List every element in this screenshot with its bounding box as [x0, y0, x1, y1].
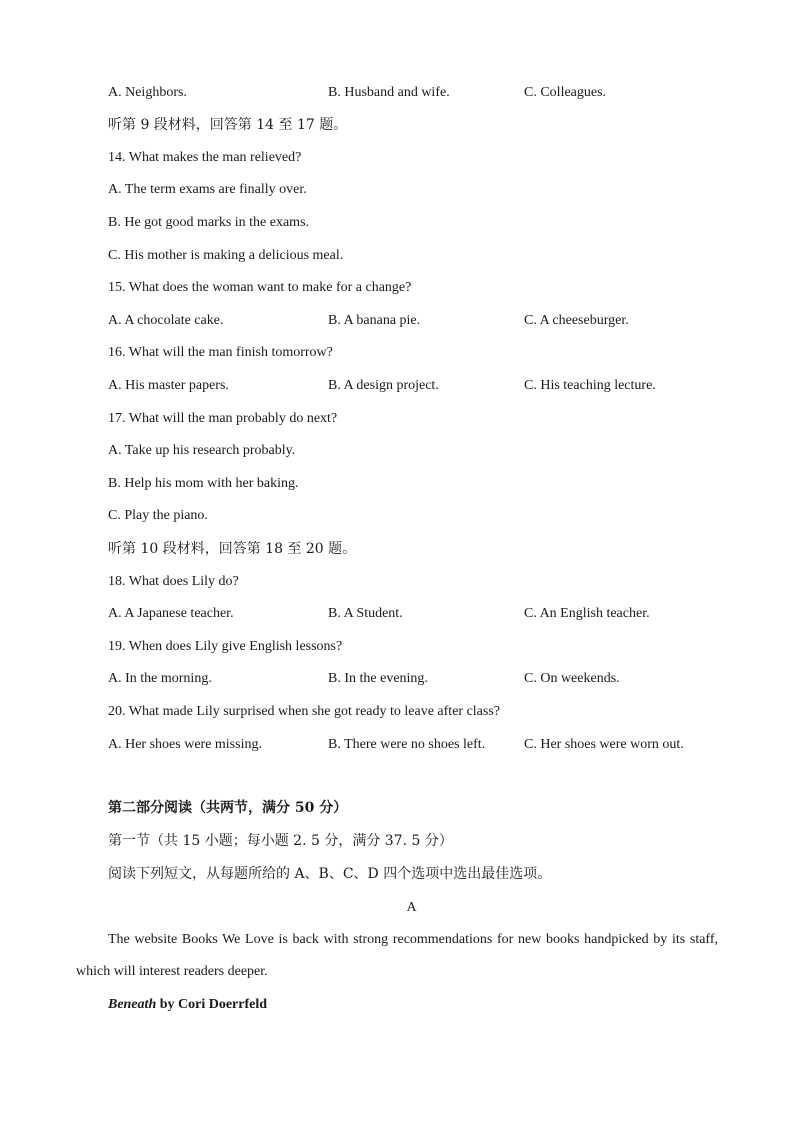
q17-option-b: B. Help his mom with her baking. [108, 476, 299, 491]
passage-intro: The website Books We Love is back with strong recommendations for new books handpicked by its staff, which will interest readers deeper. [76, 932, 718, 979]
q16-option-a: A. His master papers. [108, 378, 229, 393]
book-author: by Cori Doerrfeld [156, 997, 268, 1012]
q19-option-b: B. In the evening. [328, 671, 428, 686]
q15-option-b: B. A banana pie. [328, 313, 421, 328]
q14-option-c: C. His mother is making a delicious meal. [108, 248, 344, 263]
reading-instruction: 阅读下列短文，从每题所给的 A、B、C、D 四个选项中选出最佳选项。 [108, 866, 552, 882]
section-9-header: 听第 9 段材料，回答第 14 至 17 题。 [108, 117, 348, 133]
q14-option-a: A. The term exams are finally over. [108, 182, 307, 197]
q16-option-c: C. His teaching lecture. [524, 378, 656, 393]
book-title: Beneath [108, 997, 157, 1012]
q15-option-c: C. A cheeseburger. [524, 313, 629, 328]
q14-question: 14. What makes the man relieved? [108, 150, 302, 165]
q15-question: 15. What does the woman want to make for a change? [108, 280, 412, 295]
q17-option-a: A. Take up his research probably. [108, 443, 296, 458]
q13-option-c: C. Colleagues. [524, 85, 607, 100]
q17-question: 17. What will the man probably do next? [108, 411, 338, 426]
q15-option-a: A. A chocolate cake. [108, 313, 224, 328]
book-heading [108, 996, 267, 1014]
q20-option-a: A. Her shoes were missing. [108, 737, 262, 752]
q20-option-c: C. Her shoes were worn out. [524, 737, 684, 752]
q16-question: 16. What will the man finish tomorrow? [108, 345, 333, 360]
q18-option-a: A. A Japanese teacher. [108, 606, 234, 621]
q19-option-a: A. In the morning. [108, 671, 212, 686]
q20-option-b: B. There were no shoes left. [328, 737, 486, 752]
section-1-header: 第一节（共 15 小题；每小题 2. 5 分，满分 37. 5 分） [108, 833, 453, 849]
q20-question: 20. What made Lily surprised when she got ready to leave after class? [108, 704, 500, 719]
q18-option-c: C. An English teacher. [524, 606, 650, 621]
q13-option-a: A. Neighbors. [108, 85, 187, 100]
q19-question: 19. When does Lily give English lessons? [108, 639, 343, 654]
part-2-header: 第二部分阅读（共两节，满分 50 分） [108, 800, 348, 816]
q13-option-b: B. Husband and wife. [328, 85, 450, 100]
q19-option-c: C. On weekends. [524, 671, 620, 686]
q18-question: 18. What does Lily do? [108, 574, 239, 589]
q16-option-b: B. A design project. [328, 378, 439, 393]
q14-option-b: B. He got good marks in the exams. [108, 215, 310, 230]
q17-option-c: C. Play the piano. [108, 508, 208, 523]
q18-option-b: B. A Student. [328, 606, 403, 621]
section-10-header: 听第 10 段材料，回答第 18 至 20 题。 [108, 541, 357, 557]
passage-label: A [406, 900, 417, 915]
